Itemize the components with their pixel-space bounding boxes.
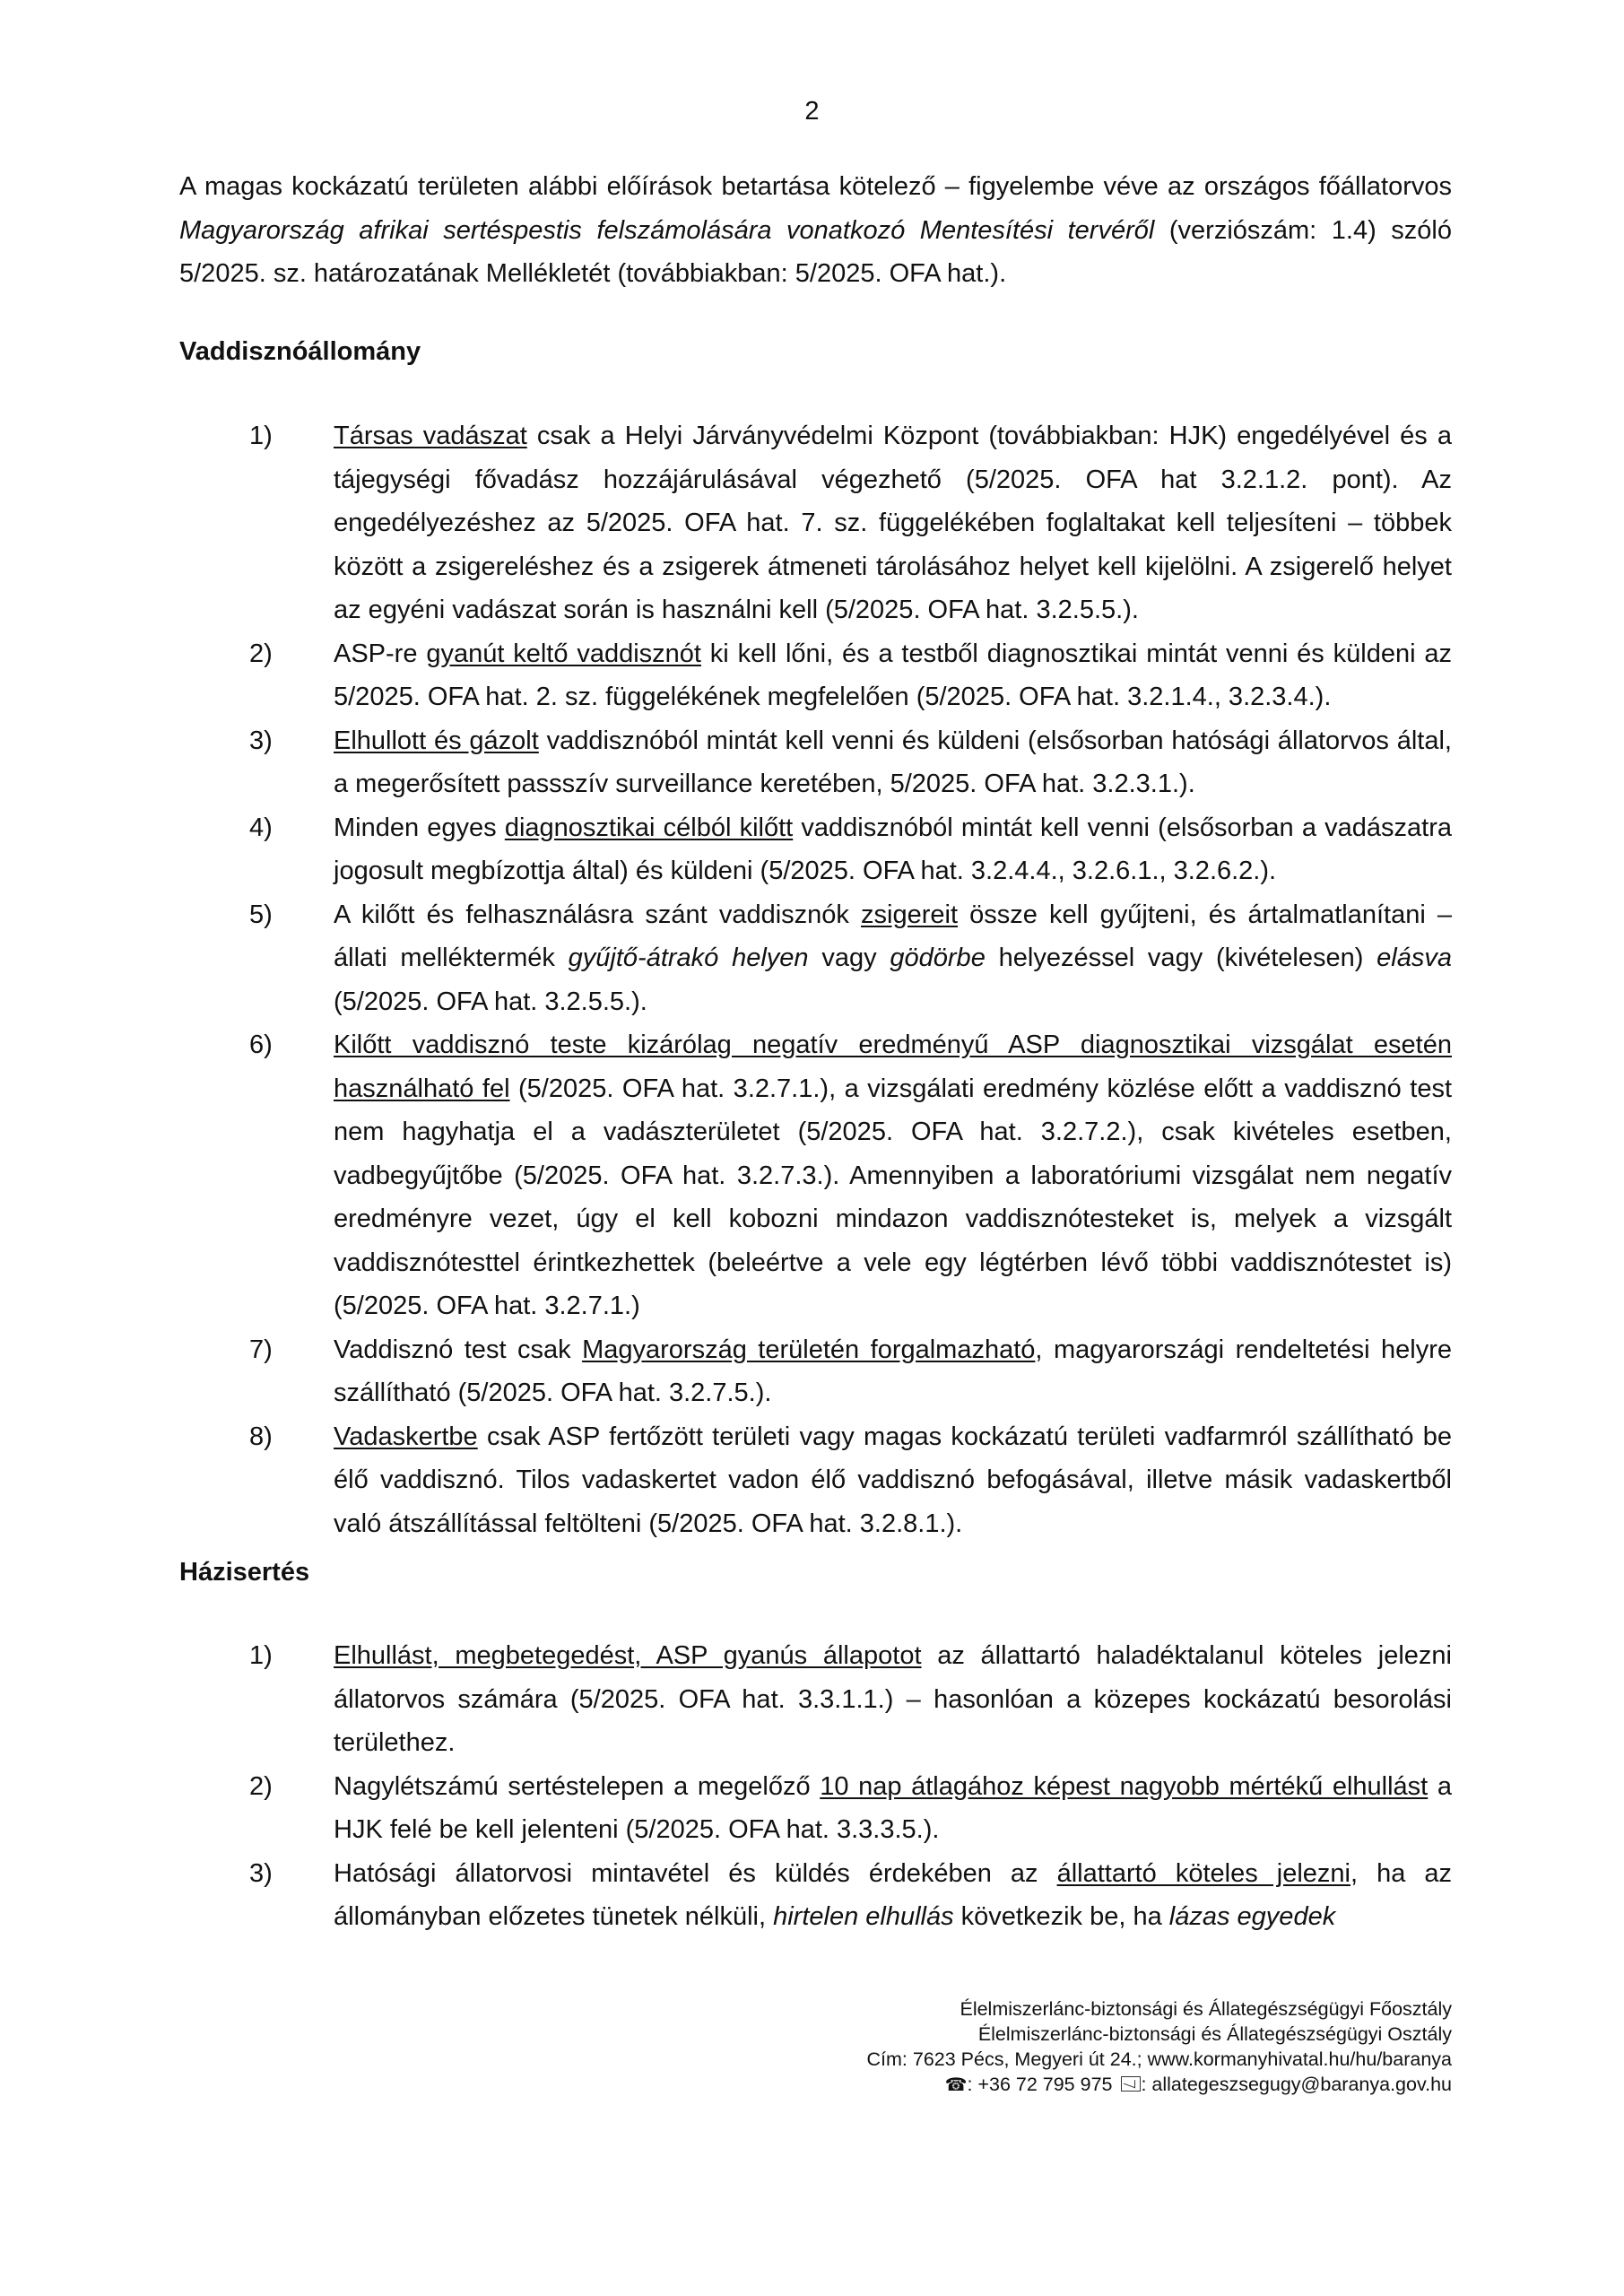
phone-icon: ☎ bbox=[944, 2075, 968, 2095]
list-item: 5) A kilőtt és felhasználásra szánt vaddisznók zsigereit össze kell gyűjteni, és ártalmatlanítani – állati melléktermék gyűjtő-átrakó helyen vagy gödörbe helyezéssel vagy (kivételesen) elásva (5/2025. OFA hat. 3.2.5.5.). bbox=[249, 900, 1452, 1016]
footer-phone: : +36 72 795 975 bbox=[967, 2074, 1118, 2095]
list-item: 2) Nagylétszámú sertéstelepen a megelőző 10 nap átlagához képest nagyobb mértékű elhullást a HJK felé be kell jelenteni (5/2025. OFA hat. 3.3.3.5.). bbox=[249, 1771, 1453, 1844]
section-heading-hazisertes: Házisertés bbox=[179, 1558, 310, 1587]
list-item: 7) Vaddisznó test csak Magyarország területén forgalmazható, magyarországi rendeltetési helyre szállítható (5/2025. OFA hat. 3.2.7.5.). bbox=[249, 1335, 1452, 1407]
list-item: 4) Minden egyes diagnosztikai célból kilőtt vaddisznóból mintát kell venni (elsősorban a vadászatra jogosult megbízottja által) és küldeni (5/2025. OFA hat. 3.2.4.4., 3.2.6.1., 3.2.6.2.). bbox=[249, 813, 1453, 885]
list-item: 6) Kilőtt vaddisznó teste kizárólag negatív eredményű ASP diagnosztikai vizsgálat esetén használható fel (5/2025. OFA hat. 3.2.7.1.), a vizsgálati eredmény közlése előtt a vaddisznó test nem hagyhatja el a vadászterületet (5/2025. OFA hat. 3.2.7.2.), csak kivételes esetben, vadbegyűjtőbe (5/2025. OFA hat. 3.2.7.3.). Amennyiben a laboratóriumi vizsgálat nem negatív eredményre vezet, úgy el kell kobozni mindazon vaddisznótesteket is, melyek a vizsgált vaddisznótesttel érintkezhettek (beleértve a vele egy légtérben lévő többi vaddisznótestet is) (5/2025. OFA hat. 3.2.7.1.) bbox=[249, 1031, 1453, 1320]
page-number: 2 bbox=[804, 97, 820, 126]
footer bbox=[717, 1996, 1452, 2098]
section-heading-vaddiszno: Vaddisznóállomány bbox=[179, 337, 421, 366]
mail-icon bbox=[1121, 2076, 1141, 2092]
list-item: 8) Vadaskertbe csak ASP fertőzött területi vagy magas kockázatú területi vadfarmról szállítható be élő vaddisznó. Tilos vadaskertet vadon élő vaddisznó befogásával, illetve másik vadaskertből való átszállítással feltölteni (5/2025. OFA hat. 3.2.8.1.). bbox=[249, 1422, 1452, 1538]
section1-list bbox=[249, 414, 1452, 1545]
footer-office: Élelmiszerlánc-biztonsági és Állategészségügyi Osztály bbox=[977, 2023, 1452, 2045]
list-item: 3) Elhullott és gázolt vaddisznóból mintát kell venni és küldeni (elsősorban hatósági állatorvos által, a megerősített passszív surveillance keretében, 5/2025. OFA hat. 3.2.3.1.). bbox=[249, 726, 1452, 798]
intro-paragraph: A magas kockázatú területen alábbi előírások betartása kötelező – figyelembe véve az országos főállatorvos Magyarország afrikai sertéspestis felszámolására vonatkozó Mentesítési tervéről (verziószám: 1.4) szóló 5/2025. sz. határozatának Mellékletét (továbbiakban: 5/2025. OFA hat.). bbox=[179, 172, 1452, 288]
footer-address: Cím: 7623 Pécs, Megyeri út 24.; www.kormanyhivatal.hu/hu/baranya bbox=[866, 2048, 1452, 2070]
list-item: 3) Hatósági állatorvosi mintavétel és küldés érdekében az állattartó köteles jelezni, ha az állományban előzetes tünetek nélküli, hirtelen elhullás következik be, ha lázas egyedek bbox=[249, 1858, 1452, 1931]
footer-contact bbox=[717, 2072, 1452, 2098]
footer-email: : allategeszsegugy@baranya.gov.hu bbox=[1141, 2074, 1452, 2095]
footer-department: Élelmiszerlánc-biztonsági és Állategészségügyi Főosztály bbox=[960, 1998, 1452, 2020]
list-item: 2) ASP-re gyanút keltő vaddisznót ki kell lőni, és a testből diagnosztikai mintát venni és küldeni az 5/2025. OFA hat. 2. sz. függelékének megfelelően (5/2025. OFA hat. 3.2.1.4., 3.2.3.4.). bbox=[249, 639, 1452, 711]
section2-list bbox=[249, 1634, 1452, 1939]
list-item: 1) Társas vadászat csak a Helyi Járványvédelmi Központ (továbbiakban: HJK) engedélyével és a tájegységi fővadász hozzájárulásával végezhető (5/2025. OFA hat 3.2.1.2. pont). Az engedélyezéshez az 5/2025. OFA hat. 7. sz. függelékében foglaltakat kell teljesíteni – többek között a zsigereléshez és a zsigerek átmeneti tárolásához helyet kell kijelölni. A zsigerelő helyet az egyéni vadászat során is használni kell (5/2025. OFA hat. 3.2.5.5.). bbox=[249, 422, 1452, 624]
list-item: 1) Elhullást, megbetegedést, ASP gyanús állapotot az állattartó haladéktalanul köteles jelezni állatorvos számára (5/2025. OFA hat. 3.3.1.1.) – hasonlóan a közepes kockázatú besorolási területhez. bbox=[249, 1641, 1452, 1757]
